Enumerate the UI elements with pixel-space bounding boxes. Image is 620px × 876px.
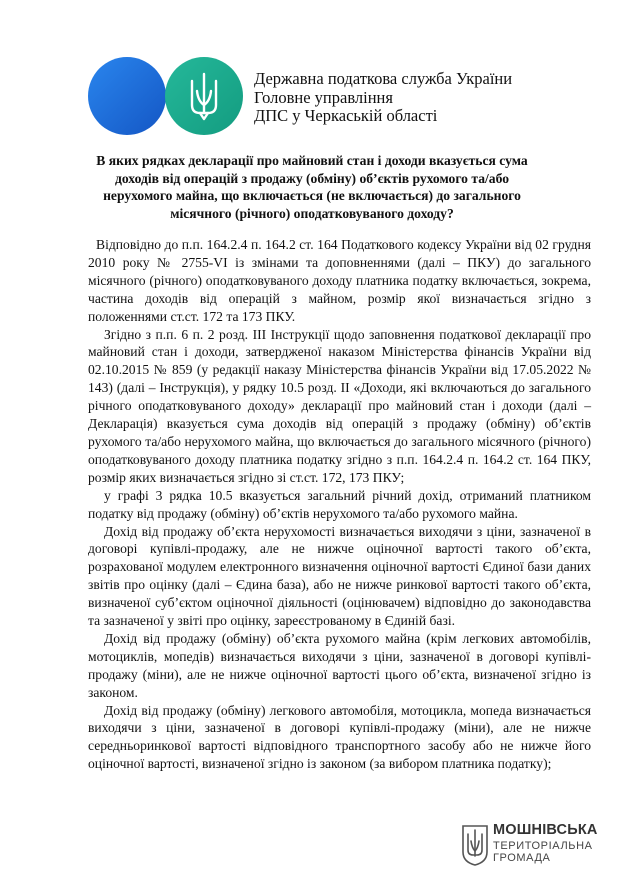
brand-line: ТЕРИТОРІАЛЬНА <box>493 840 593 852</box>
document-body <box>88 236 591 773</box>
org-line: Державна податкова служба України <box>254 69 513 88</box>
brand-line: ГРОМАДА <box>493 852 551 864</box>
organization-name <box>254 70 512 126</box>
org-line: Головне управління <box>254 87 393 107</box>
paragraph: Дохід від продажу об’єкта нерухомості визначається виходячи з ціни, зазначеної в договорі купівлі-продажу, але не нижче оціночної вартості такого об’єкта, розрахованої модулем електронного визначення оціночної вартості Єдиної бази даних звітів про оцінку (далі – Єдина база), або не нижче ринкової вартості такого об’єкта, визначеної суб’єктом оціночної діяльності (оцінювачем) відповідно до законодавства та зазначеної у звіті про оцінку, зареєстрованому в Єдиній базі. <box>88 523 591 629</box>
paragraph: Згідно з п.п. 6 п. 2 розд. ІІІ Інструкції щодо заповнення податкової декларації про майновий стан і доходи, затвердженої наказом Міністерства фінансів України від 02.10.2015 № 859 (у редакції наказу Міністерства фінансів України від 17.05.2022 № 143) (далі – Інструкція), у рядку 10.5 розд. ІІ «Доходи, які включаються до загального річного оподатковуваного доходу» декларації про майновий стан і доходи (далі – Декларація) вказується сума доходів від операцій з продажу (обміну) об’єктів рухомого та/або нерухомого майна, що включається до загального місячного (річного) оподатковуваного доходу платника податку згідно з п.п. 164.2.4 п. 164.2 ст. 164 ПКУ, розмір яких визначається згідно зі ст.ст. 172, 173 ПКУ; <box>88 326 591 485</box>
org-line: ДПС у Черкаській області <box>254 106 438 125</box>
paragraph: у графі 3 рядка 10.5 вказується загальний річний дохід, отриманий платником податку від продажу (обміну) об’єктів нерухомого та/або рухомого майна. <box>88 487 591 521</box>
coat-of-arms-icon <box>461 824 489 866</box>
dps-logo-icon <box>88 57 248 135</box>
community-logo <box>461 822 601 868</box>
paragraph: Відповідно до п.п. 164.2.4 п. 164.2 ст. 164 Податкового кодексу України від 02 грудня 2010 року № 2755-VI із змінами та доповненнями (далі – ПКУ) до загального місячного (річного) оподатковуваного доходу платника податку включається, зокрема, частина доходів від операцій з майном, розмір якої визначається згідно з положеннями ст.ст. 172 та 173 ПКУ. <box>88 237 591 324</box>
paragraph: Дохід від продажу (обміну) об’єкта рухомого майна (крім легкових автомобілів, мотоциклів, мопедів) визначається виходячи з ціни, зазначеної в договорі купівлі-продажу (міни), але не нижче оціночної вартості цього об’єкта, визначеної згідно із законом. <box>88 630 591 700</box>
paragraph: Дохід від продажу (обміну) легкового автомобіля, мотоцикла, мопеда визначається виходячи з ціни, зазначеної в договорі купівлі-продажу (міни), але не нижче середньоринкової вартості відповідного транспортного засобу або не нижче його оціночної вартості, визначеної згідно із законом (за вибором платника податку); <box>88 702 591 772</box>
document-title: В яких рядках декларації про майновий стан і доходи вказується сума доходів від операцій з продажу (обміну) об’єктів рухомого та/або нерухомого майна, що включається (не включається) до загального місячного (річного) оподатковуваного доходу? <box>96 153 528 221</box>
brand-line: МОШНІВСЬКА <box>493 822 598 838</box>
